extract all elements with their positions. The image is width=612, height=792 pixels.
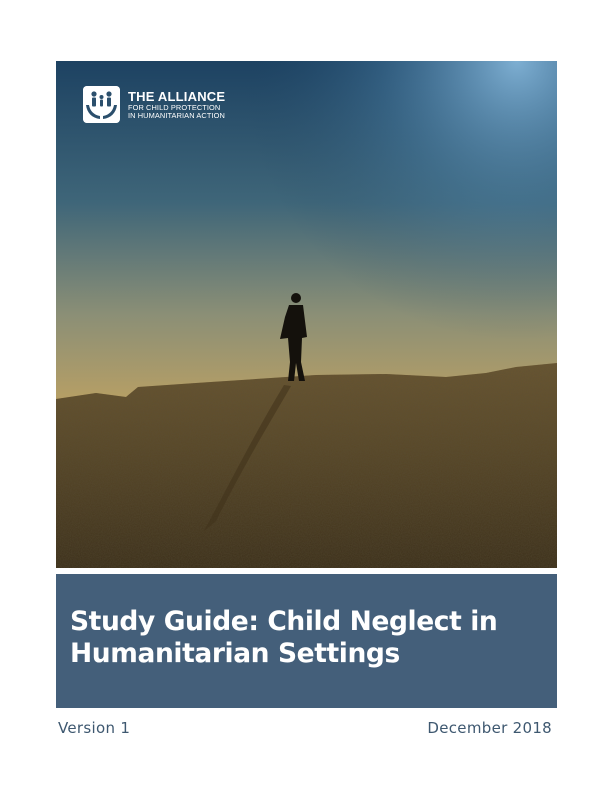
title-banner (56, 574, 557, 708)
logo-subtitle-line1: FOR CHILD PROTECTION (128, 102, 221, 112)
publication-date: December 2018 (427, 719, 552, 737)
version-label: Version 1 (58, 719, 131, 737)
logo-text (128, 90, 225, 120)
logo-subtitle-line2: IN HUMANITARIAN ACTION (128, 111, 225, 120)
cover-photo-illustration (56, 61, 557, 568)
document-title-line2: Humanitarian Settings (70, 638, 400, 669)
logo-title: THE ALLIANCE (128, 88, 226, 104)
cover-photo (56, 61, 557, 568)
document-title-line1: Study Guide: Child Neglect in (70, 606, 498, 637)
alliance-logo-icon (83, 86, 120, 123)
cover-footer (58, 719, 552, 737)
alliance-logo (83, 86, 225, 123)
